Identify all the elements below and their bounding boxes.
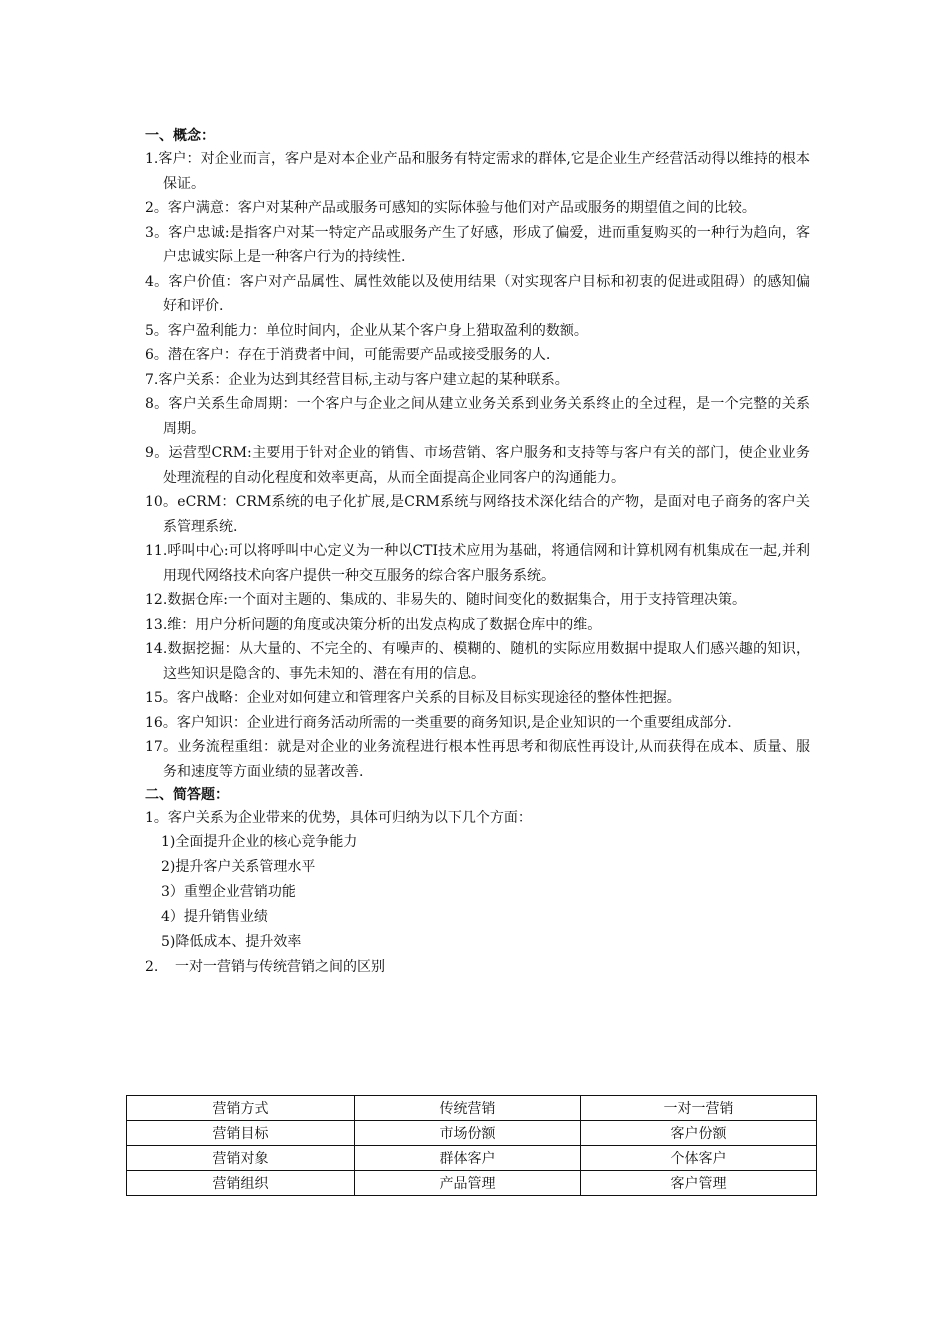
question-2-title	[145, 955, 810, 979]
concept-item: 2。客户满意：客户对某种产品或服务可感知的实际体验与他们对产品或服务的期望值之间的比较。	[145, 200, 756, 216]
table-cell: 营销对象	[127, 1146, 355, 1171]
concept-item: 8。客户关系生命周期：一个客户与企业之间从建立业务关系到业务关系终止的全过程，是一个完整的关系周期。	[145, 396, 810, 437]
concept-item: 16。客户知识：企业进行商务活动所需的一类重要的商务知识,是企业知识的一个重要组成部分.	[145, 714, 732, 731]
question-2-number: 2.	[145, 959, 159, 975]
table-cell: 传统营销	[355, 1096, 581, 1121]
table-cell: 市场份额	[355, 1121, 581, 1146]
concept-item: 5。客户盈利能力：单位时间内，企业从某个客户身上猎取盈利的数额。	[145, 322, 588, 339]
table-cell: 产品管理	[355, 1171, 581, 1196]
concept-item: 4。客户价值：客户对产品属性、属性效能以及使用结果（对实现客户目标和初衷的促进或阻碍）的感知偏好和评价.	[145, 273, 810, 314]
table-cell: 客户管理	[581, 1171, 817, 1196]
concept-item: 17。业务流程重组：就是对企业的业务流程进行根本性再思考和彻底性再设计,从而获得在成本、质量、服务和速度等方面业绩的显著改善.	[145, 739, 810, 780]
table-cell: 一对一营销	[581, 1096, 817, 1121]
concept-item: 9。运营型CRM:主要用于针对企业的销售、市场营销、客户服务和支持等与客户有关的部门，使企业业务处理流程的自动化程度和效率更高，从而全面提高企业同客户的沟通能力。	[145, 445, 810, 486]
table-row	[127, 1171, 817, 1196]
table-cell: 营销方式	[127, 1096, 355, 1121]
section-1-heading: 一、概念：	[145, 128, 215, 144]
table-cell: 营销组织	[127, 1171, 355, 1196]
concept-item: 7.客户关系：企业为达到其经营目标,主动与客户建立起的某种联系。	[145, 371, 569, 388]
advantage-item: 2)提升客户关系管理水平	[161, 859, 316, 875]
concept-item: 11.呼叫中心:可以将呼叫中心定义为一种以CTI技术应用为基础，将通信网和计算机网有机集成在一起,并利用现代网络技术向客户提供一种交互服务的综合客户服务系统。	[145, 543, 810, 584]
concept-item: 10。eCRM：CRM系统的电子化扩展,是CRM系统与网络技术深化结合的产物，是面对电子商务的客户关系管理系统.	[145, 494, 810, 535]
table-cell: 营销目标	[127, 1121, 355, 1146]
question-2-text: 一对一营销与传统营销之间的区别	[175, 959, 385, 975]
concept-item: 15。客户战略：企业对如何建立和管理客户关系的目标及目标实现途径的整体性把握。	[145, 690, 681, 706]
table-row	[127, 1121, 817, 1146]
advantage-item: 3）重塑企业营销功能	[161, 884, 296, 900]
table-cell: 客户份额	[581, 1121, 817, 1146]
concept-item: 3。客户忠诚:是指客户对某一特定产品或服务产生了好感，形成了偏爱，进而重复购买的一种行为趋向，客户忠诚实际上是一种客户行为的持续性.	[145, 224, 810, 265]
advantage-list	[145, 830, 810, 955]
concept-item: 1.客户：对企业而言，客户是对本企业产品和服务有特定需求的群体,它是企业生产经营活动得以维持的根本保证。	[145, 151, 810, 192]
concept-item: 14.数据挖掘：从大量的、不完全的、有噪声的、模糊的、随机的实际应用数据中提取人们感兴趣的知识，这些知识是隐含的、事先未知的、潜在有用的信息。	[145, 641, 810, 682]
question-1-title: 1。客户关系为企业带来的优势，具体可归纳为以下几个方面：	[145, 810, 532, 826]
section-2-heading: 二、简答题：	[145, 787, 229, 803]
advantage-item: 1)全面提升企业的核心竞争能力	[161, 834, 358, 850]
concept-item: 6。潜在客户：存在于消费者中间，可能需要产品或接受服务的人.	[145, 347, 551, 363]
concept-list	[145, 147, 810, 784]
advantage-item: 5)降低成本、提升效率	[161, 934, 302, 950]
comparison-table	[126, 1095, 817, 1196]
table-cell: 个体客户	[581, 1146, 817, 1171]
document-body	[145, 125, 810, 979]
concept-item: 12.数据仓库:一个面对主题的、集成的、非易失的、随时间变化的数据集合，用于支持管理决策。	[145, 592, 746, 608]
concept-item: 13.维：用户分析问题的角度或决策分析的出发点构成了数据仓库中的维。	[145, 616, 602, 633]
advantage-item: 4）提升销售业绩	[161, 909, 268, 925]
table-row	[127, 1146, 817, 1171]
table-row	[127, 1096, 817, 1121]
table-cell: 群体客户	[355, 1146, 581, 1171]
